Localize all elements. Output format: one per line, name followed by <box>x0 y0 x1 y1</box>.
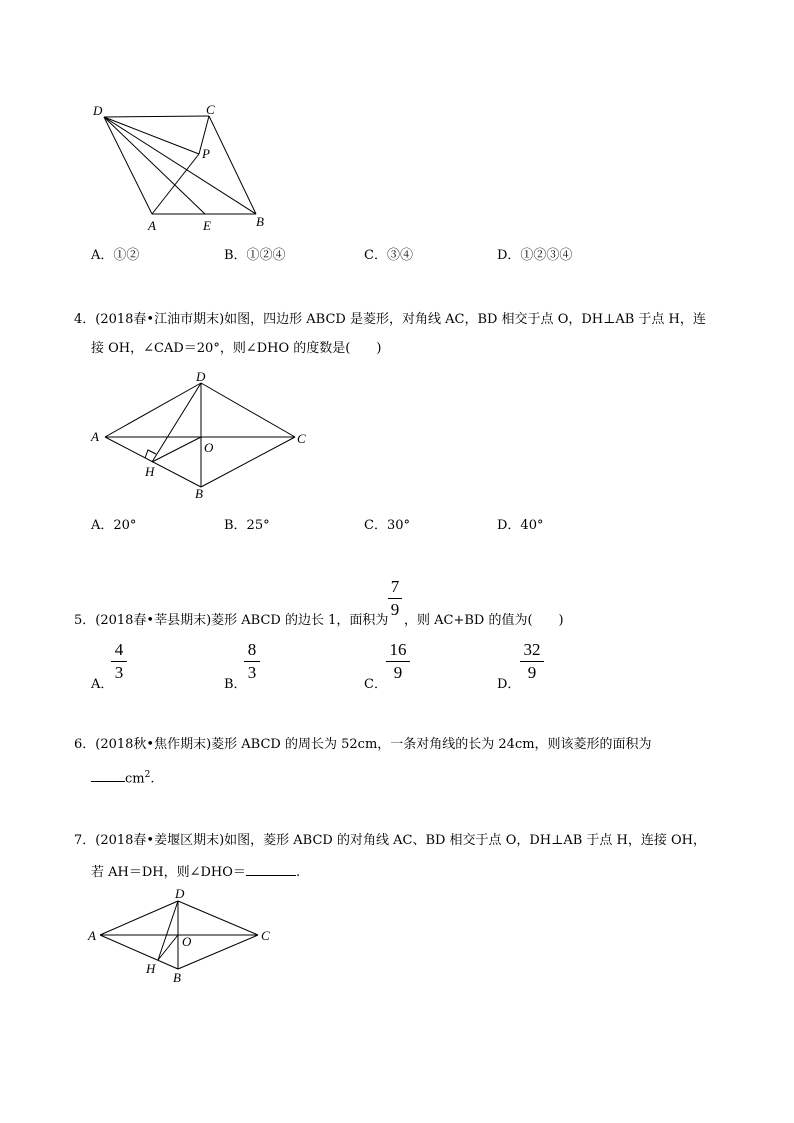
q4-edge-AD <box>105 383 201 437</box>
q5-option-a-numerator: 4 <box>114 640 124 659</box>
q4-question-line2: 接 OH，∠CAD＝20°，则∠DHO 的度数是( ) <box>91 341 382 356</box>
q5-option-b-denominator: 3 <box>247 663 257 682</box>
q5-option-b-numerator: 8 <box>247 640 257 659</box>
q7-text-before-blank: 若 AH＝DH，则∠DHO＝ <box>91 865 246 880</box>
q5-option-a-fraction <box>111 640 127 683</box>
q7-label-H: H <box>146 961 156 976</box>
q7-question-line1: 7．(2018春•姜堰区期末)如图，菱形 ABCD 的对角线 AC、BD 相交于点 O，DH⊥AB 于点 H，连接 OH， <box>74 833 707 848</box>
q6-end-period: . <box>150 771 155 787</box>
q5-option-d-denominator: 9 <box>527 663 537 682</box>
q3-label-D: D <box>93 103 103 118</box>
q5-option-c-denominator: 9 <box>393 663 403 682</box>
q4-right-angle-mark <box>145 450 156 458</box>
q3-label-A: A <box>148 218 156 233</box>
q7-seg-HO <box>158 935 178 960</box>
q3-label-B: B <box>256 214 264 229</box>
q6-unit-exponent: 2 <box>144 770 151 780</box>
q4-label-O: O <box>204 440 214 455</box>
q5-question-text-before: 5．(2018春•莘县期末)菱形 ABCD 的边长 1，面积为 <box>74 613 389 628</box>
q4-option-c: C．30° <box>364 518 410 533</box>
fraction-bar <box>111 661 127 662</box>
fraction-bar <box>388 598 402 599</box>
q6-answer-line <box>91 766 154 788</box>
q4-label-H: H <box>145 464 155 479</box>
q4-edge-DC <box>201 383 295 437</box>
q4-label-C: C <box>297 431 306 446</box>
q5-area-numerator: 7 <box>390 577 400 596</box>
q3-figure <box>85 100 285 235</box>
q7-question-line2 <box>91 861 300 882</box>
q3-option-a: A．①② <box>91 248 140 263</box>
q7-label-B: B <box>173 970 181 985</box>
q7-end-period: . <box>295 865 301 880</box>
q4-option-a: A．20° <box>91 518 137 533</box>
q5-option-c-fraction <box>386 640 410 683</box>
q3-label-P: P <box>202 146 210 161</box>
q4-seg-DH <box>152 383 201 462</box>
q7-edge-DC <box>178 901 258 935</box>
q4-question-line1: 4．(2018春•江油市期末)如图，四边形 ABCD 是菱形，对角线 AC，BD 相交于点 O，DH⊥AB 于点 H，连 <box>74 312 706 327</box>
q5-option-b-label: B． <box>224 677 247 692</box>
q3-option-d: D．①②③④ <box>497 248 573 263</box>
q4-figure <box>85 370 325 505</box>
q3-option-b: B．①②④ <box>224 248 286 263</box>
fraction-bar <box>386 661 410 662</box>
q4-option-d: D．40° <box>497 518 544 533</box>
q7-answer-blank[interactable] <box>246 861 296 876</box>
q7-label-D: D <box>175 886 185 901</box>
q7-seg-DH <box>158 901 178 960</box>
q7-edge-BA <box>100 935 178 969</box>
q7-label-A: A <box>88 928 96 943</box>
fraction-bar <box>244 661 260 662</box>
q3-edge-DC <box>104 116 209 117</box>
q5-area-denominator: 9 <box>390 600 400 619</box>
q6-unit: cm <box>125 771 145 787</box>
q7-edge-AD <box>100 901 178 935</box>
q5-option-d-label: D． <box>497 677 521 692</box>
q4-label-D: D <box>196 370 206 384</box>
q4-option-b: B．25° <box>224 518 270 533</box>
q3-seg-DP <box>104 117 199 154</box>
q3-option-c: C．③④ <box>364 248 413 263</box>
q5-area-fraction <box>388 577 402 620</box>
q6-answer-blank[interactable] <box>91 767 125 782</box>
q4-label-B: B <box>195 486 203 501</box>
q3-edge-DA <box>104 117 152 214</box>
q7-figure <box>85 883 285 988</box>
fraction-bar <box>520 661 544 662</box>
q5-option-b-fraction <box>244 640 260 683</box>
q7-label-O: O <box>182 934 192 949</box>
q5-option-c-numerator: 16 <box>389 640 407 659</box>
q6-question-line1: 6．(2018秋•焦作期末)菱形 ABCD 的周长为 52cm，一条对角线的长为 24cm，则该菱形的面积为 <box>74 737 652 752</box>
q3-label-C: C <box>206 102 215 117</box>
q5-option-a-denominator: 3 <box>114 663 124 682</box>
q4-edge-CB <box>201 437 295 487</box>
q5-question-text-after: ，则 AC+BD 的值为( ) <box>404 613 564 628</box>
q5-option-a-label: A． <box>91 677 114 692</box>
q5-option-d-fraction <box>520 640 544 683</box>
q3-label-E: E <box>203 218 211 233</box>
q7-label-C: C <box>261 928 270 943</box>
q5-option-d-numerator: 32 <box>523 640 541 659</box>
q4-label-A: A <box>91 429 99 444</box>
q5-option-c-label: C． <box>364 677 387 692</box>
